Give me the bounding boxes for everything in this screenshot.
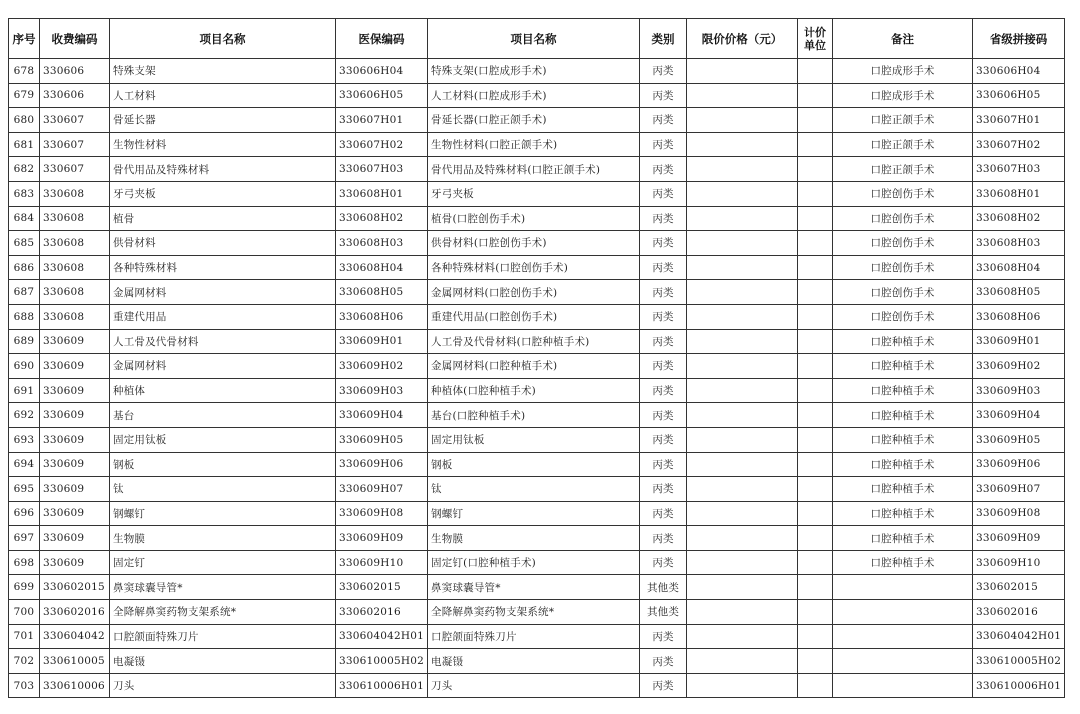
pricing-unit-cell xyxy=(798,550,833,575)
table-row xyxy=(9,403,1065,428)
fee-code-cell: 330609 xyxy=(40,427,110,452)
insurance-item-name-cell: 基台(口腔种植手术) xyxy=(428,403,640,428)
category-cell: 丙类 xyxy=(640,477,687,502)
provincial-code-cell: 330607H01 xyxy=(973,108,1065,133)
price-limit-cell xyxy=(687,132,798,157)
provincial-code-cell: 330602015 xyxy=(973,575,1065,600)
pricing-unit-cell xyxy=(798,354,833,379)
insurance-item-name-cell: 供骨材料(口腔创伤手术) xyxy=(428,231,640,256)
provincial-code-cell: 330610005H02 xyxy=(973,649,1065,674)
seq-cell: 695 xyxy=(9,477,40,502)
provincial-code-cell: 330608H02 xyxy=(973,206,1065,231)
price-limit-cell xyxy=(687,575,798,600)
item-name-cell: 口腔颌面特殊刀片 xyxy=(110,624,336,649)
price-limit-cell xyxy=(687,181,798,206)
remarks-cell: 口腔正颌手术 xyxy=(833,132,973,157)
pricing-unit-cell xyxy=(798,181,833,206)
insurance-item-name-cell: 钛 xyxy=(428,477,640,502)
price-limit-cell xyxy=(687,83,798,108)
seq-cell: 691 xyxy=(9,378,40,403)
pricing-unit-cell xyxy=(798,132,833,157)
insurance-item-name-cell: 骨延长器(口腔正颌手术) xyxy=(428,108,640,133)
fee-code-cell: 330609 xyxy=(40,329,110,354)
table-row xyxy=(9,255,1065,280)
item-name-cell: 金属网材料 xyxy=(110,280,336,305)
category-cell: 丙类 xyxy=(640,550,687,575)
provincial-code-cell: 330608H06 xyxy=(973,304,1065,329)
seq-cell: 685 xyxy=(9,231,40,256)
remarks-cell xyxy=(833,649,973,674)
item-name-cell: 骨延长器 xyxy=(110,108,336,133)
col-header-insurance-code: 医保编码 xyxy=(336,19,428,59)
provincial-code-cell: 330608H04 xyxy=(973,255,1065,280)
insurance-item-name-cell: 各种特殊材料(口腔创伤手术) xyxy=(428,255,640,280)
seq-cell: 694 xyxy=(9,452,40,477)
category-cell: 丙类 xyxy=(640,59,687,84)
price-limit-cell xyxy=(687,501,798,526)
remarks-cell: 口腔种植手术 xyxy=(833,427,973,452)
provincial-code-cell: 330604042H01 xyxy=(973,624,1065,649)
pricing-unit-cell xyxy=(798,304,833,329)
category-cell: 丙类 xyxy=(640,304,687,329)
remarks-cell: 口腔种植手术 xyxy=(833,354,973,379)
insurance-code-cell: 330609H06 xyxy=(336,452,428,477)
provincial-code-cell: 330608H01 xyxy=(973,181,1065,206)
insurance-code-cell: 330608H03 xyxy=(336,231,428,256)
pricing-unit-cell xyxy=(798,231,833,256)
item-name-cell: 电凝镊 xyxy=(110,649,336,674)
provincial-code-cell: 330602016 xyxy=(973,600,1065,625)
fee-code-cell: 330609 xyxy=(40,501,110,526)
item-name-cell: 骨代用品及特殊材料 xyxy=(110,157,336,182)
price-limit-cell xyxy=(687,378,798,403)
col-header-pricing-unit: 计价单位 xyxy=(798,19,833,59)
insurance-code-cell: 330609H04 xyxy=(336,403,428,428)
insurance-item-name-cell: 特殊支架(口腔成形手术) xyxy=(428,59,640,84)
price-limit-cell xyxy=(687,255,798,280)
col-header-price-limit: 限价价格（元） xyxy=(687,19,798,59)
pricing-unit-cell xyxy=(798,280,833,305)
category-cell: 丙类 xyxy=(640,329,687,354)
item-name-cell: 刀头 xyxy=(110,673,336,698)
insurance-item-name-cell: 植骨(口腔创伤手术) xyxy=(428,206,640,231)
col-header-fee-code: 收费编码 xyxy=(40,19,110,59)
table-row xyxy=(9,452,1065,477)
item-name-cell: 生物膜 xyxy=(110,526,336,551)
provincial-code-cell: 330610006H01 xyxy=(973,673,1065,698)
pricing-unit-cell xyxy=(798,157,833,182)
item-name-cell: 供骨材料 xyxy=(110,231,336,256)
fee-code-cell: 330609 xyxy=(40,378,110,403)
seq-cell: 692 xyxy=(9,403,40,428)
insurance-item-name-cell: 骨代用品及特殊材料(口腔正颌手术) xyxy=(428,157,640,182)
category-cell: 丙类 xyxy=(640,501,687,526)
item-name-cell: 基台 xyxy=(110,403,336,428)
provincial-code-cell: 330609H01 xyxy=(973,329,1065,354)
insurance-code-cell: 330609H05 xyxy=(336,427,428,452)
table-row xyxy=(9,181,1065,206)
insurance-item-name-cell: 口腔颌面特殊刀片 xyxy=(428,624,640,649)
seq-cell: 689 xyxy=(9,329,40,354)
seq-cell: 688 xyxy=(9,304,40,329)
table-row xyxy=(9,132,1065,157)
col-header-provincial-code: 省级拼接码 xyxy=(973,19,1065,59)
remarks-cell xyxy=(833,624,973,649)
remarks-cell xyxy=(833,673,973,698)
insurance-code-cell: 330609H07 xyxy=(336,477,428,502)
seq-cell: 680 xyxy=(9,108,40,133)
insurance-code-cell: 330609H08 xyxy=(336,501,428,526)
table-row xyxy=(9,354,1065,379)
remarks-cell: 口腔成形手术 xyxy=(833,83,973,108)
provincial-code-cell: 330609H07 xyxy=(973,477,1065,502)
insurance-code-cell: 330602015 xyxy=(336,575,428,600)
price-limit-cell xyxy=(687,649,798,674)
provincial-code-cell: 330606H05 xyxy=(973,83,1065,108)
header-row xyxy=(9,19,1065,59)
col-header-item-name: 项目名称 xyxy=(110,19,336,59)
fee-code-cell: 330602015 xyxy=(40,575,110,600)
insurance-code-cell: 330610006H01 xyxy=(336,673,428,698)
insurance-item-name-cell: 全降解鼻窦药物支架系统* xyxy=(428,600,640,625)
price-limit-cell xyxy=(687,550,798,575)
provincial-code-cell: 330607H02 xyxy=(973,132,1065,157)
pricing-unit-cell xyxy=(798,575,833,600)
table-row xyxy=(9,59,1065,84)
price-limit-cell xyxy=(687,231,798,256)
insurance-code-cell: 330604042H01 xyxy=(336,624,428,649)
insurance-code-cell: 330609H03 xyxy=(336,378,428,403)
insurance-item-name-cell: 金属网材料(口腔种植手术) xyxy=(428,354,640,379)
provincial-code-cell: 330608H05 xyxy=(973,280,1065,305)
insurance-code-cell: 330610005H02 xyxy=(336,649,428,674)
price-limit-cell xyxy=(687,624,798,649)
item-name-cell: 全降解鼻窦药物支架系统* xyxy=(110,600,336,625)
insurance-item-name-cell: 种植体(口腔种植手术) xyxy=(428,378,640,403)
price-limit-cell xyxy=(687,304,798,329)
table-row xyxy=(9,304,1065,329)
price-limit-cell xyxy=(687,526,798,551)
pricing-unit-cell xyxy=(798,255,833,280)
price-limit-cell xyxy=(687,59,798,84)
fee-code-cell: 330608 xyxy=(40,206,110,231)
item-name-cell: 鼻窦球囊导管* xyxy=(110,575,336,600)
item-name-cell: 人工骨及代骨材料 xyxy=(110,329,336,354)
pricing-unit-cell xyxy=(798,477,833,502)
remarks-cell xyxy=(833,575,973,600)
table-row xyxy=(9,108,1065,133)
col-header-seq: 序号 xyxy=(9,19,40,59)
remarks-cell: 口腔成形手术 xyxy=(833,59,973,84)
category-cell: 丙类 xyxy=(640,280,687,305)
provincial-code-cell: 330606H04 xyxy=(973,59,1065,84)
remarks-cell: 口腔正颌手术 xyxy=(833,108,973,133)
col-header-insurance-item-name: 项目名称 xyxy=(428,19,640,59)
seq-cell: 686 xyxy=(9,255,40,280)
remarks-cell: 口腔种植手术 xyxy=(833,378,973,403)
price-limit-cell xyxy=(687,354,798,379)
insurance-item-name-cell: 重建代用品(口腔创伤手术) xyxy=(428,304,640,329)
seq-cell: 690 xyxy=(9,354,40,379)
remarks-cell: 口腔创伤手术 xyxy=(833,304,973,329)
table-row xyxy=(9,575,1065,600)
table-row xyxy=(9,477,1065,502)
seq-cell: 699 xyxy=(9,575,40,600)
table-row xyxy=(9,280,1065,305)
fee-code-cell: 330608 xyxy=(40,280,110,305)
table-row xyxy=(9,231,1065,256)
provincial-code-cell: 330609H04 xyxy=(973,403,1065,428)
pricing-unit-cell xyxy=(798,59,833,84)
category-cell: 丙类 xyxy=(640,255,687,280)
fee-code-cell: 330609 xyxy=(40,526,110,551)
insurance-code-cell: 330602016 xyxy=(336,600,428,625)
remarks-cell: 口腔种植手术 xyxy=(833,403,973,428)
table-row xyxy=(9,378,1065,403)
remarks-cell: 口腔种植手术 xyxy=(833,477,973,502)
seq-cell: 679 xyxy=(9,83,40,108)
fee-code-cell: 330607 xyxy=(40,157,110,182)
price-limit-cell xyxy=(687,280,798,305)
table-row xyxy=(9,329,1065,354)
fee-code-cell: 330609 xyxy=(40,452,110,477)
provincial-code-cell: 330609H05 xyxy=(973,427,1065,452)
item-name-cell: 种植体 xyxy=(110,378,336,403)
insurance-item-name-cell: 刀头 xyxy=(428,673,640,698)
insurance-code-cell: 330608H01 xyxy=(336,181,428,206)
fee-code-cell: 330606 xyxy=(40,83,110,108)
pricing-unit-cell xyxy=(798,452,833,477)
fee-code-cell: 330607 xyxy=(40,132,110,157)
insurance-code-cell: 330608H05 xyxy=(336,280,428,305)
pricing-unit-cell xyxy=(798,329,833,354)
insurance-code-cell: 330607H03 xyxy=(336,157,428,182)
category-cell: 丙类 xyxy=(640,378,687,403)
provincial-code-cell: 330609H02 xyxy=(973,354,1065,379)
provincial-code-cell: 330608H03 xyxy=(973,231,1065,256)
table-row xyxy=(9,206,1065,231)
seq-cell: 703 xyxy=(9,673,40,698)
table-row xyxy=(9,157,1065,182)
col-header-category: 类别 xyxy=(640,19,687,59)
insurance-code-cell: 330606H04 xyxy=(336,59,428,84)
category-cell: 丙类 xyxy=(640,354,687,379)
provincial-code-cell: 330609H08 xyxy=(973,501,1065,526)
remarks-cell: 口腔种植手术 xyxy=(833,452,973,477)
pricing-unit-cell xyxy=(798,403,833,428)
item-name-cell: 生物性材料 xyxy=(110,132,336,157)
seq-cell: 682 xyxy=(9,157,40,182)
fee-code-cell: 330604042 xyxy=(40,624,110,649)
seq-cell: 684 xyxy=(9,206,40,231)
provincial-code-cell: 330609H09 xyxy=(973,526,1065,551)
remarks-cell: 口腔创伤手术 xyxy=(833,181,973,206)
remarks-cell: 口腔创伤手术 xyxy=(833,255,973,280)
price-limit-cell xyxy=(687,452,798,477)
seq-cell: 681 xyxy=(9,132,40,157)
provincial-code-cell: 330609H06 xyxy=(973,452,1065,477)
provincial-code-cell: 330607H03 xyxy=(973,157,1065,182)
item-name-cell: 人工材料 xyxy=(110,83,336,108)
insurance-code-cell: 330609H02 xyxy=(336,354,428,379)
price-limit-cell xyxy=(687,108,798,133)
insurance-item-name-cell: 人工骨及代骨材料(口腔种植手术) xyxy=(428,329,640,354)
insurance-code-cell: 330609H01 xyxy=(336,329,428,354)
pricing-unit-cell xyxy=(798,526,833,551)
seq-cell: 697 xyxy=(9,526,40,551)
pricing-unit-cell xyxy=(798,206,833,231)
fee-code-cell: 330608 xyxy=(40,231,110,256)
provincial-code-cell: 330609H10 xyxy=(973,550,1065,575)
insurance-item-name-cell: 生物膜 xyxy=(428,526,640,551)
insurance-code-cell: 330609H10 xyxy=(336,550,428,575)
insurance-item-name-cell: 鼻窦球囊导管* xyxy=(428,575,640,600)
category-cell: 丙类 xyxy=(640,526,687,551)
item-name-cell: 钛 xyxy=(110,477,336,502)
seq-cell: 678 xyxy=(9,59,40,84)
remarks-cell: 口腔种植手术 xyxy=(833,501,973,526)
insurance-code-cell: 330608H06 xyxy=(336,304,428,329)
category-cell: 丙类 xyxy=(640,206,687,231)
item-name-cell: 钢板 xyxy=(110,452,336,477)
insurance-item-name-cell: 固定用钛板 xyxy=(428,427,640,452)
fee-code-cell: 330609 xyxy=(40,354,110,379)
item-name-cell: 各种特殊材料 xyxy=(110,255,336,280)
remarks-cell: 口腔种植手术 xyxy=(833,329,973,354)
table-row xyxy=(9,649,1065,674)
item-name-cell: 固定用钛板 xyxy=(110,427,336,452)
price-limit-cell xyxy=(687,403,798,428)
insurance-item-name-cell: 钢板 xyxy=(428,452,640,477)
category-cell: 丙类 xyxy=(640,231,687,256)
pricing-unit-cell xyxy=(798,649,833,674)
fee-code-cell: 330608 xyxy=(40,255,110,280)
item-name-cell: 钢螺钉 xyxy=(110,501,336,526)
insurance-item-name-cell: 电凝镊 xyxy=(428,649,640,674)
category-cell: 丙类 xyxy=(640,108,687,133)
price-limit-cell xyxy=(687,329,798,354)
pricing-unit-cell xyxy=(798,501,833,526)
remarks-cell: 口腔种植手术 xyxy=(833,550,973,575)
table-row xyxy=(9,83,1065,108)
item-name-cell: 植骨 xyxy=(110,206,336,231)
provincial-code-cell: 330609H03 xyxy=(973,378,1065,403)
remarks-cell: 口腔创伤手术 xyxy=(833,206,973,231)
remarks-cell xyxy=(833,600,973,625)
category-cell: 丙类 xyxy=(640,83,687,108)
fee-code-cell: 330609 xyxy=(40,477,110,502)
insurance-code-cell: 330607H02 xyxy=(336,132,428,157)
col-header-remarks: 备注 xyxy=(833,19,973,59)
table-row xyxy=(9,427,1065,452)
seq-cell: 700 xyxy=(9,600,40,625)
item-name-cell: 固定钉 xyxy=(110,550,336,575)
price-limit-cell xyxy=(687,157,798,182)
item-name-cell: 牙弓夹板 xyxy=(110,181,336,206)
category-cell: 丙类 xyxy=(640,427,687,452)
insurance-code-cell: 330606H05 xyxy=(336,83,428,108)
pricing-unit-cell xyxy=(798,378,833,403)
fee-code-cell: 330608 xyxy=(40,304,110,329)
price-limit-cell xyxy=(687,600,798,625)
category-cell: 丙类 xyxy=(640,452,687,477)
table-row xyxy=(9,673,1065,698)
category-cell: 丙类 xyxy=(640,673,687,698)
fee-code-cell: 330608 xyxy=(40,181,110,206)
insurance-item-name-cell: 人工材料(口腔成形手术) xyxy=(428,83,640,108)
insurance-code-cell: 330609H09 xyxy=(336,526,428,551)
remarks-cell: 口腔创伤手术 xyxy=(833,231,973,256)
category-cell: 其他类 xyxy=(640,575,687,600)
price-limit-cell xyxy=(687,427,798,452)
fee-code-cell: 330606 xyxy=(40,59,110,84)
insurance-code-cell: 330608H02 xyxy=(336,206,428,231)
insurance-item-name-cell: 钢螺钉 xyxy=(428,501,640,526)
insurance-item-name-cell: 金属网材料(口腔创伤手术) xyxy=(428,280,640,305)
insurance-code-cell: 330608H04 xyxy=(336,255,428,280)
pricing-unit-cell xyxy=(798,673,833,698)
table-row xyxy=(9,501,1065,526)
fee-code-cell: 330609 xyxy=(40,550,110,575)
pricing-unit-cell xyxy=(798,108,833,133)
price-limit-cell xyxy=(687,673,798,698)
category-cell: 丙类 xyxy=(640,624,687,649)
seq-cell: 687 xyxy=(9,280,40,305)
seq-cell: 683 xyxy=(9,181,40,206)
item-name-cell: 重建代用品 xyxy=(110,304,336,329)
price-limit-cell xyxy=(687,477,798,502)
insurance-item-name-cell: 牙弓夹板 xyxy=(428,181,640,206)
fee-code-cell: 330610006 xyxy=(40,673,110,698)
fee-item-table xyxy=(8,18,1065,698)
category-cell: 丙类 xyxy=(640,181,687,206)
seq-cell: 693 xyxy=(9,427,40,452)
remarks-cell: 口腔种植手术 xyxy=(833,526,973,551)
pricing-unit-cell xyxy=(798,624,833,649)
insurance-item-name-cell: 固定钉(口腔种植手术) xyxy=(428,550,640,575)
seq-cell: 702 xyxy=(9,649,40,674)
item-name-cell: 金属网材料 xyxy=(110,354,336,379)
pricing-unit-cell xyxy=(798,600,833,625)
table-row xyxy=(9,600,1065,625)
remarks-cell: 口腔正颌手术 xyxy=(833,157,973,182)
insurance-code-cell: 330607H01 xyxy=(336,108,428,133)
category-cell: 丙类 xyxy=(640,403,687,428)
category-cell: 其他类 xyxy=(640,600,687,625)
category-cell: 丙类 xyxy=(640,649,687,674)
seq-cell: 696 xyxy=(9,501,40,526)
table-row xyxy=(9,624,1065,649)
price-limit-cell xyxy=(687,206,798,231)
pricing-unit-cell xyxy=(798,83,833,108)
category-cell: 丙类 xyxy=(640,132,687,157)
remarks-cell: 口腔创伤手术 xyxy=(833,280,973,305)
category-cell: 丙类 xyxy=(640,157,687,182)
item-name-cell: 特殊支架 xyxy=(110,59,336,84)
seq-cell: 698 xyxy=(9,550,40,575)
fee-code-cell: 330609 xyxy=(40,403,110,428)
insurance-item-name-cell: 生物性材料(口腔正颌手术) xyxy=(428,132,640,157)
fee-code-cell: 330602016 xyxy=(40,600,110,625)
fee-code-cell: 330607 xyxy=(40,108,110,133)
seq-cell: 701 xyxy=(9,624,40,649)
fee-code-cell: 330610005 xyxy=(40,649,110,674)
table-row xyxy=(9,526,1065,551)
table-row xyxy=(9,550,1065,575)
pricing-unit-cell xyxy=(798,427,833,452)
